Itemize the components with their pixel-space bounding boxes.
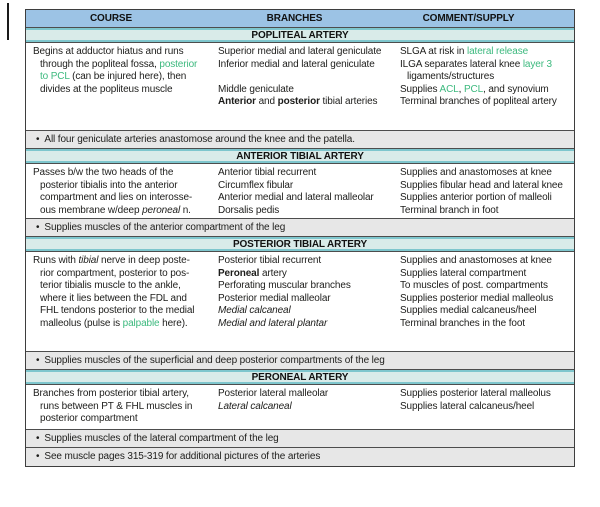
text-line: [33, 59, 216, 72]
text-segment: n.: [180, 204, 191, 216]
text-line: [218, 180, 398, 193]
text-line: [218, 305, 398, 318]
text-segment: To muscles of post. compartments: [400, 280, 548, 291]
text-segment: Superior medial and lateral geniculate: [218, 46, 382, 57]
branches-cell: [216, 252, 398, 330]
text-line: [218, 318, 398, 331]
comment-supply-cell: [398, 43, 574, 109]
text-line: [400, 318, 574, 331]
comment-supply-cell: [398, 164, 574, 217]
text-line: [33, 205, 216, 218]
text-line: [33, 305, 216, 318]
text-line: [218, 280, 398, 293]
note-text: Supplies muscles of the superficial and deep posterior compartments of the leg: [44, 354, 385, 366]
text-segment: peroneal: [142, 204, 181, 216]
text-segment: Supplies lateral calcaneus/heel: [400, 400, 535, 412]
note-row: [26, 219, 574, 237]
text-segment: posterior compartment: [40, 413, 138, 424]
highlighted-term: lateral release: [467, 46, 529, 57]
text-segment: Posterior lateral malleolar: [218, 388, 329, 399]
text-segment: Lateral calcaneal: [218, 400, 292, 412]
branches-cell: [216, 164, 398, 217]
highlighted-term: PCL: [463, 83, 484, 95]
text-line: [218, 96, 398, 109]
text-segment: Passes b/w the two heads of the: [33, 167, 174, 178]
text-segment: Runs with: [33, 255, 79, 266]
text-line: [33, 280, 216, 293]
text-line: [218, 192, 398, 205]
section-content-row: [26, 252, 574, 352]
text-segment: rior compartment, posterior to pos-: [40, 267, 190, 279]
column-header-branches: BRANCHES: [266, 13, 323, 24]
bullet-icon: •: [36, 221, 40, 233]
note-text: All four geniculate arteries anastomose around the knee and the patella.: [44, 133, 355, 145]
branches-cell: [216, 385, 398, 413]
text-line: [33, 180, 216, 193]
text-segment: Medial calcaneal: [218, 305, 291, 316]
course-cell: [26, 385, 216, 426]
text-line: [400, 96, 574, 109]
text-segment: Posterior medial malleolar: [218, 292, 331, 304]
text-line: [33, 84, 216, 97]
bullet-icon: •: [36, 133, 40, 145]
text-line: [218, 255, 398, 268]
text-segment: Supplies medial calcaneus/heel: [400, 305, 537, 316]
text-segment: ,: [458, 83, 464, 95]
text-segment: Circumflex fibular: [218, 179, 294, 191]
text-line: [218, 84, 398, 97]
text-segment: Peroneal: [218, 267, 260, 279]
text-segment: FHL tendons posterior to the medial: [40, 305, 195, 316]
section-header-peroneal-artery: PERONEAL ARTERY: [26, 370, 574, 385]
text-line: [33, 388, 216, 401]
text-segment: Posterior tibial recurrent: [218, 255, 322, 266]
section-header-anterior-tibial-artery: ANTERIOR TIBIAL ARTERY: [26, 149, 574, 164]
bullet-icon: •: [36, 354, 40, 366]
note-text: Supplies muscles of the anterior compartment of the leg: [44, 221, 286, 233]
text-segment: runs between PT & FHL muscles in: [40, 400, 193, 412]
text-segment: Inferior medial and lateral geniculate: [218, 58, 375, 70]
text-segment: Anterior medial and lateral malleolar: [218, 192, 374, 203]
text-segment: Supplies posterior lateral malleolus: [400, 388, 551, 399]
column-header-course: COURSE: [89, 13, 133, 24]
text-segment: Supplies and anastomoses at knee: [400, 255, 552, 266]
text-line: [400, 180, 574, 193]
text-line: [33, 192, 216, 205]
text-line: [400, 192, 574, 205]
text-line: [400, 205, 574, 218]
text-segment: Supplies posterior medial malleolus: [400, 292, 554, 304]
text-line: [400, 280, 574, 293]
text-segment: Begins at adductor hiatus and runs: [33, 46, 184, 57]
text-line: [400, 293, 574, 306]
note-text: Supplies muscles of the lateral compartment of the leg: [44, 432, 279, 444]
table-body: [26, 28, 574, 466]
text-segment: malleolus (pulse is: [40, 317, 123, 329]
text-segment: Perforating muscular branches: [218, 280, 351, 291]
table-header-row: [26, 10, 574, 28]
section-content-row: [26, 43, 574, 131]
bullet-icon: •: [36, 432, 40, 444]
page-edge-artifact: [7, 3, 9, 40]
text-line: [33, 71, 216, 84]
text-line: [400, 71, 574, 84]
text-segment: Anterior tibial recurrent: [218, 167, 317, 178]
text-segment: Anterior: [218, 96, 256, 107]
section-content-row: [26, 164, 574, 219]
comment-supply-cell: [398, 385, 574, 413]
comment-supply-cell: [398, 252, 574, 330]
highlighted-term: palpable: [122, 317, 160, 329]
text-segment: ous membrane w/deep: [40, 204, 143, 216]
highlighted-term: to PCL: [40, 71, 70, 82]
text-line: [218, 167, 398, 180]
text-line: [400, 268, 574, 281]
branches-cell: [216, 43, 398, 109]
note-text: See muscle pages 315-319 for additional pictures of the arteries: [44, 451, 321, 462]
text-segment: posterior tibialis into the anterior: [40, 179, 178, 191]
text-segment: where it lies between the FDL and: [40, 292, 187, 304]
text-segment: and: [255, 96, 278, 107]
text-segment: Supplies fibular head and lateral knee: [400, 179, 563, 191]
text-line: [218, 59, 398, 72]
highlighted-term: posterior: [159, 58, 198, 70]
note-row: [26, 448, 574, 466]
text-segment: tibial arteries: [319, 96, 378, 107]
text-line: [33, 293, 216, 306]
text-line: [218, 401, 398, 414]
text-line: [33, 268, 216, 281]
text-segment: ILGA separates lateral knee: [400, 58, 523, 70]
text-line: [218, 71, 398, 84]
text-segment: Supplies anterior portion of malleoli: [400, 192, 552, 203]
text-line: [400, 84, 574, 97]
text-segment: compartment and lies on interosse-: [40, 192, 193, 203]
text-line: [218, 268, 398, 281]
text-segment: , and synovium: [483, 83, 549, 95]
course-cell: [26, 252, 216, 330]
text-line: [33, 46, 216, 59]
bullet-icon: •: [36, 451, 40, 462]
text-segment: Medial and lateral plantar: [218, 317, 328, 329]
course-cell: [26, 164, 216, 217]
text-line: [218, 293, 398, 306]
text-line: [400, 388, 574, 401]
text-line: [33, 413, 216, 426]
section-content-row: [26, 385, 574, 430]
text-line: [33, 401, 216, 414]
course-cell: [26, 43, 216, 96]
note-row: [26, 430, 574, 448]
text-line: [400, 401, 574, 414]
text-segment: Supplies lateral compartment: [400, 267, 527, 279]
note-row: [26, 352, 574, 370]
text-segment: ligaments/structures: [407, 71, 495, 82]
text-line: [218, 46, 398, 59]
text-segment: divides at the popliteus muscle: [40, 83, 173, 95]
text-line: [218, 205, 398, 218]
text-segment: terior tibialis muscle to the ankle,: [40, 280, 181, 291]
text-segment: tibial: [78, 255, 99, 266]
text-line: [218, 388, 398, 401]
text-line: [400, 255, 574, 268]
text-segment: through the popliteal fossa,: [40, 58, 160, 70]
text-segment: Supplies: [400, 83, 440, 95]
text-segment: (can be injured here), then: [69, 71, 187, 82]
text-line: [400, 167, 574, 180]
text-line: [33, 318, 216, 331]
arteries-table: [25, 9, 575, 467]
text-line: [33, 255, 216, 268]
section-header-posterior-tibial-artery: POSTERIOR TIBIAL ARTERY: [26, 237, 574, 252]
text-segment: artery: [259, 267, 287, 279]
text-segment: here).: [159, 317, 188, 329]
section-header-popliteal-artery: POPLITEAL ARTERY: [26, 28, 574, 43]
text-segment: Terminal branches in the foot: [400, 317, 525, 329]
text-line: [400, 59, 574, 72]
text-segment: SLGA at risk in: [400, 46, 467, 57]
highlighted-term: layer 3: [522, 58, 553, 70]
text-segment: posterior: [277, 96, 320, 107]
column-header-comment-supply: COMMENT/SUPPLY: [422, 13, 515, 24]
note-row: [26, 131, 574, 149]
text-segment: Branches from posterior tibial artery,: [33, 388, 189, 399]
text-segment: nerve in deep poste-: [98, 255, 190, 266]
text-segment: Dorsalis pedis: [218, 204, 280, 216]
text-segment: Terminal branches of popliteal artery: [400, 96, 557, 107]
text-line: [400, 46, 574, 59]
text-line: [33, 167, 216, 180]
text-segment: Terminal branch in foot: [400, 204, 499, 216]
text-line: [400, 305, 574, 318]
text-segment: Supplies and anastomoses at knee: [400, 167, 552, 178]
text-segment: Middle geniculate: [218, 83, 294, 95]
highlighted-term: ACL: [439, 83, 459, 95]
